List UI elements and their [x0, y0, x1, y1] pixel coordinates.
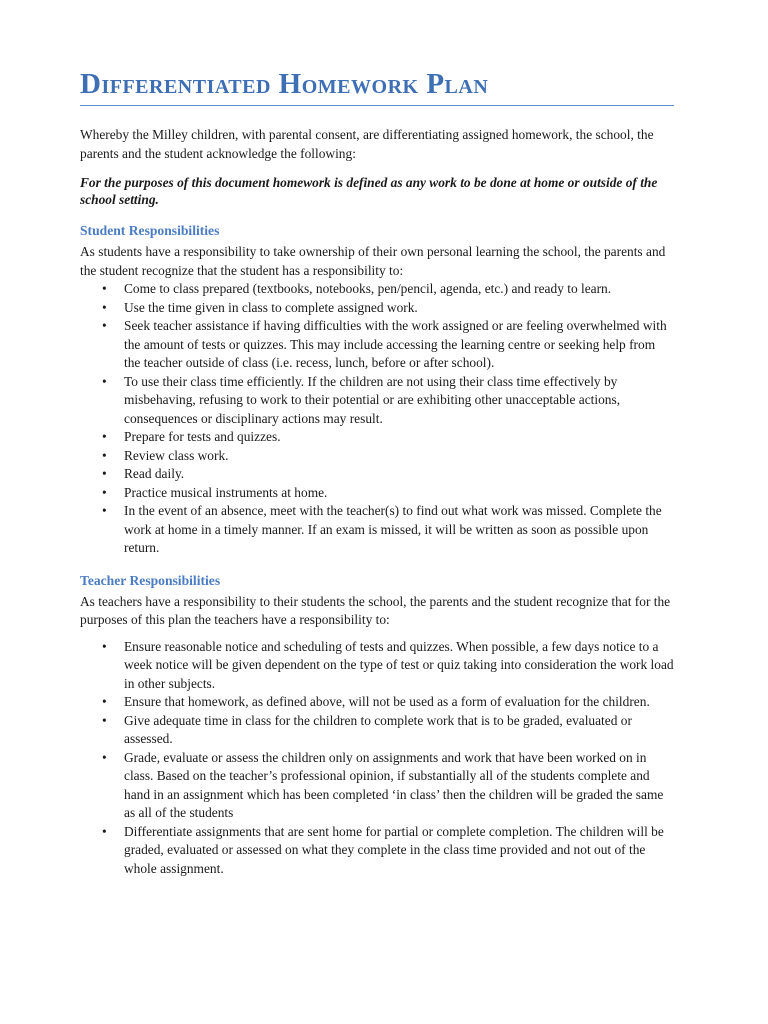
- bullet-icon: •: [102, 712, 107, 728]
- list-item: [80, 502, 674, 558]
- teacher-responsibilities-heading: Teacher Responsibilities: [80, 572, 221, 588]
- list-item-text: Prepare for tests and quizzes.: [124, 429, 281, 444]
- teacher-responsibilities-intro: As teachers have a responsibility to their students the school, the parents and the student recognize that for the purposes of this plan the teachers have a responsibility to:: [80, 593, 671, 627]
- bullet-icon: •: [102, 466, 107, 481]
- list-item-text: To use their class time efficiently. If the children are not using their class time effectively by misbehaving, refusing to work to their potential or are exhibiting other unacceptable actions, consequences or disciplinary actions may result.: [124, 373, 621, 426]
- list-item: [80, 299, 674, 318]
- list-item-text: Ensure reasonable notice and scheduling of tests and quizzes. When possible, a few days notice to a week notice will be given dependent on the type of test or quiz taking into consideration the work load in other subjects.: [124, 638, 674, 691]
- list-item: [80, 428, 674, 447]
- bullet-icon: •: [102, 373, 107, 389]
- list-item-text: In the event of an absence, meet with the teacher(s) to find out what work was missed. Complete the work at home in a timely manner. If an exam is missed, it will be written as soon as possible upon return.: [124, 503, 662, 555]
- bullet-icon: •: [102, 299, 107, 315]
- bullet-icon: •: [102, 484, 107, 500]
- bullet-icon: •: [102, 281, 107, 296]
- list-item-text: Ensure that homework, as defined above, will not be used as a form of evaluation for the children.: [124, 694, 650, 709]
- list-item: [80, 823, 674, 879]
- list-item: [80, 317, 674, 373]
- student-responsibilities-intro: As students have a responsibility to take ownership of their own personal learning the school, the parents and the student recognize that the student has a responsibility to:: [80, 244, 666, 278]
- bullet-icon: •: [102, 749, 107, 765]
- list-item-text: Practice musical instruments at home.: [124, 484, 328, 500]
- homework-definition: For the purposes of this document homework is defined as any work to be done at home or outside of the school setting.: [80, 175, 658, 207]
- bullet-icon: •: [102, 447, 107, 463]
- list-item-text: Come to class prepared (textbooks, notebooks, pen/pencil, agenda, etc.) and ready to learn.: [124, 281, 612, 296]
- list-item-text: Seek teacher assistance if having difficulties with the work assigned or are feeling overwhelmed with the amount of tests or quizzes. This may include accessing the learning centre or seeking help from the teacher outside of class (i.e. recess, lunch, before or after school).: [124, 318, 667, 370]
- student-responsibilities-list: [80, 280, 674, 558]
- bullet-icon: •: [102, 429, 107, 444]
- list-item: [80, 447, 674, 466]
- document-title: Differentiated Homework Plan: [80, 66, 674, 106]
- bullet-icon: •: [102, 503, 107, 518]
- list-item-text: Differentiate assignments that are sent home for partial or complete completion. The children will be graded, evaluated or assessed on what they complete in the class time provided and not out of the whole assignment.: [124, 823, 664, 876]
- bullet-icon: •: [102, 318, 107, 333]
- bullet-icon: •: [102, 638, 107, 654]
- teacher-responsibilities-list: [80, 638, 674, 879]
- list-item-text: Review class work.: [124, 447, 229, 463]
- list-item-text: Use the time given in class to complete assigned work.: [124, 299, 418, 315]
- list-item: [80, 484, 674, 503]
- list-item: [80, 465, 674, 484]
- list-item: [80, 693, 674, 712]
- list-item: [80, 280, 674, 299]
- intro-paragraph: Whereby the Milley children, with parental consent, are differentiating assigned homework, the school, the parents and the student acknowledge the following:: [80, 127, 654, 161]
- student-responsibilities-heading: Student Responsibilities: [80, 223, 220, 238]
- bullet-icon: •: [102, 823, 107, 839]
- list-item: [80, 373, 674, 429]
- document-page: [80, 66, 674, 878]
- list-item-text: Give adequate time in class for the children to complete work that is to be graded, evaluated or assessed.: [124, 712, 632, 746]
- list-item-text: Read daily.: [124, 466, 185, 481]
- bullet-icon: •: [102, 694, 107, 709]
- list-item-text: Grade, evaluate or assess the children only on assignments and work that have been worked on in class. Based on the teacher’s professional opinion, if substantially all of the students complete and hand in an assignment which has been completed ‘in class’ then the children will be graded the same as all of the students: [124, 749, 664, 820]
- list-item: [80, 712, 674, 749]
- list-item: [80, 749, 674, 823]
- list-item: [80, 638, 674, 694]
